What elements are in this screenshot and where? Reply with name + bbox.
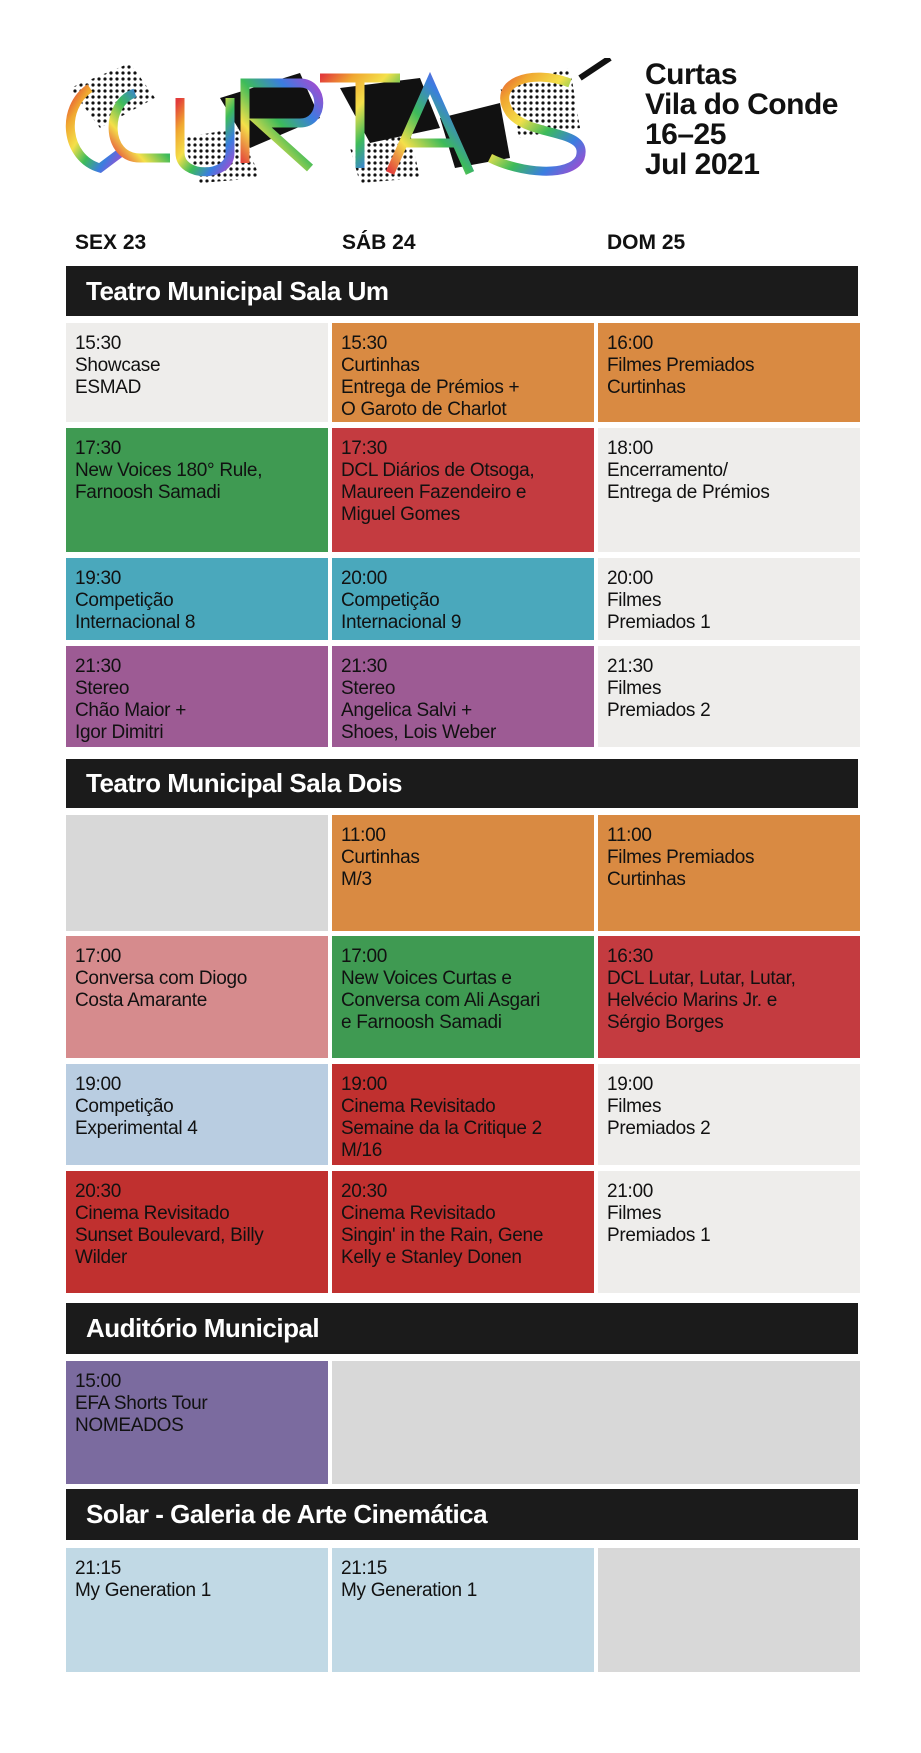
event-title-line: New Voices Curtas e [341, 968, 512, 989]
event-title-line: Premiados 2 [607, 700, 711, 721]
event-cell [332, 1171, 594, 1293]
day-header-fri: SEX 23 [75, 231, 147, 254]
event-time: 19:30 [75, 568, 122, 589]
event-cell [598, 815, 860, 931]
event-title-line: Entrega de Prémios + [341, 377, 520, 398]
event-cell [598, 1064, 860, 1165]
event-title-line: Internacional 9 [341, 612, 462, 633]
event-cell [598, 936, 860, 1058]
event-cell [598, 323, 860, 422]
event-title-line: Competição [75, 1096, 174, 1117]
empty-cell [598, 1548, 860, 1672]
event-title-line: Premiados 2 [607, 1118, 711, 1139]
event-title-line: Entrega de Prémios [607, 482, 770, 503]
event-title-line: Filmes [607, 678, 662, 699]
empty-cell [66, 815, 328, 931]
event-cell [598, 428, 860, 552]
event-time: 16:00 [607, 333, 654, 354]
event-title-line: Chão Maior + [75, 700, 186, 721]
event-title-line: Filmes Premiados [607, 355, 755, 376]
event-title-line: Cinema Revisitado [341, 1096, 496, 1117]
event-title-line: O Garoto de Charlot [341, 399, 507, 420]
event-title-line: Filmes Premiados [607, 847, 755, 868]
event-cell [66, 1548, 328, 1672]
event-title-line: Curtinhas [607, 869, 686, 890]
event-title-line: Filmes [607, 590, 662, 611]
event-time: 21:15 [75, 1558, 122, 1579]
logo-slash [580, 58, 610, 78]
festival-dates-line1: 16–25 [645, 118, 726, 151]
event-title-line: EFA Shorts Tour [75, 1393, 208, 1414]
event-time: 17:00 [75, 946, 122, 967]
event-title-line: Miguel Gomes [341, 504, 460, 525]
event-title-line: Shoes, Lois Weber [341, 722, 497, 743]
venue-header: Teatro Municipal Sala Dois [66, 759, 858, 808]
event-title-line: DCL Lutar, Lutar, Lutar, [607, 968, 796, 989]
event-time: 21:00 [607, 1181, 654, 1202]
event-title-line: e Farnoosh Samadi [341, 1012, 502, 1033]
event-title-line: Cinema Revisitado [341, 1203, 496, 1224]
event-cell [66, 1064, 328, 1165]
event-title-line: Stereo [341, 678, 396, 699]
event-cell [66, 558, 328, 640]
event-title-line: Premiados 1 [607, 612, 711, 633]
event-time: 18:00 [607, 438, 654, 459]
event-title-line: Premiados 1 [607, 1225, 711, 1246]
event-time: 20:30 [75, 1181, 122, 1202]
event-time: 15:30 [341, 333, 388, 354]
event-title-line: My Generation 1 [75, 1580, 211, 1601]
day-header-sat: SÁB 24 [342, 231, 416, 254]
event-time: 15:00 [75, 1371, 122, 1392]
event-title-line: Maureen Fazendeiro e [341, 482, 527, 503]
event-cell [332, 646, 594, 747]
event-time: 21:30 [607, 656, 654, 677]
event-cell [66, 428, 328, 552]
event-cell [332, 815, 594, 931]
event-time: 16:30 [607, 946, 654, 967]
event-time: 21:30 [75, 656, 122, 677]
event-title-line: Costa Amarante [75, 990, 208, 1011]
event-title-line: Cinema Revisitado [75, 1203, 230, 1224]
event-title-line: Showcase [75, 355, 161, 376]
event-title-line: Internacional 8 [75, 612, 196, 633]
event-cell [332, 323, 594, 422]
event-cell [66, 1171, 328, 1293]
event-cell [66, 323, 328, 422]
event-title-line: Curtinhas [341, 847, 420, 868]
event-cell [332, 558, 594, 640]
event-cell [332, 1064, 594, 1165]
event-time: 15:30 [75, 333, 122, 354]
event-cell [598, 558, 860, 640]
event-time: 20:00 [607, 568, 654, 589]
event-title-line: ESMAD [75, 377, 142, 398]
event-title-line: M/3 [341, 869, 372, 890]
curtas-logo [60, 58, 630, 190]
event-time: 11:00 [341, 825, 386, 846]
event-cell [66, 646, 328, 747]
festival-title [645, 60, 915, 180]
event-cell [66, 936, 328, 1058]
festival-name-line2: Vila do Conde [645, 88, 838, 121]
event-title-line: Experimental 4 [75, 1118, 198, 1139]
venue-header: Auditório Municipal [66, 1303, 858, 1354]
event-cell [332, 936, 594, 1058]
event-title-line: Igor Dimitri [75, 722, 164, 743]
venue-header: Solar - Galeria de Arte Cinemática [66, 1489, 858, 1540]
event-title-line: Curtinhas [341, 355, 420, 376]
event-title-line: Filmes [607, 1203, 662, 1224]
event-title-line: Wilder [75, 1247, 128, 1268]
event-title-line: DCL Diários de Otsoga, [341, 460, 535, 481]
event-title-line: Angelica Salvi + [341, 700, 472, 721]
event-title-line: Competição [341, 590, 440, 611]
event-title-line: New Voices 180° Rule, [75, 460, 263, 481]
event-title-line: Sunset Boulevard, Billy [75, 1225, 264, 1246]
event-cell [598, 1171, 860, 1293]
event-time: 21:15 [341, 1558, 388, 1579]
event-cell [332, 1548, 594, 1672]
empty-cell [332, 1361, 860, 1484]
event-cell [332, 428, 594, 552]
event-time: 20:30 [341, 1181, 388, 1202]
event-title-line: Curtinhas [607, 377, 686, 398]
day-headers [66, 230, 856, 256]
event-title-line: My Generation 1 [341, 1580, 477, 1601]
event-time: 11:00 [607, 825, 652, 846]
event-time: 17:30 [75, 438, 122, 459]
event-title-line: Conversa com Diogo [75, 968, 248, 989]
event-cell [598, 646, 860, 747]
event-title-line: Farnoosh Samadi [75, 482, 221, 503]
event-title-line: Competição [75, 590, 174, 611]
event-title-line: Sérgio Borges [607, 1012, 724, 1033]
event-title-line: Helvécio Marins Jr. e [607, 990, 778, 1011]
event-time: 20:00 [341, 568, 388, 589]
event-time: 21:30 [341, 656, 388, 677]
event-title-line: Kelly e Stanley Donen [341, 1247, 522, 1268]
event-time: 19:00 [75, 1074, 122, 1095]
event-title-line: Encerramento/ [607, 460, 728, 481]
event-time: 17:30 [341, 438, 388, 459]
event-title-line: Singin' in the Rain, Gene [341, 1225, 544, 1246]
event-title-line: Conversa com Ali Asgari [341, 990, 541, 1011]
event-time: 17:00 [341, 946, 388, 967]
festival-name-line1: Curtas [645, 58, 738, 91]
event-title-line: Filmes [607, 1096, 662, 1117]
venue-header: Teatro Municipal Sala Um [66, 266, 858, 316]
event-title-line: Semaine da la Critique 2 [341, 1118, 542, 1139]
festival-dates-line2: Jul 2021 [645, 148, 760, 181]
event-title-line: Stereo [75, 678, 130, 699]
day-header-sun: DOM 25 [607, 231, 686, 254]
event-time: 19:00 [607, 1074, 654, 1095]
event-time: 19:00 [341, 1074, 388, 1095]
event-title-line: NOMEADOS [75, 1415, 184, 1436]
event-title-line: M/16 [341, 1140, 383, 1161]
event-cell [66, 1361, 328, 1484]
